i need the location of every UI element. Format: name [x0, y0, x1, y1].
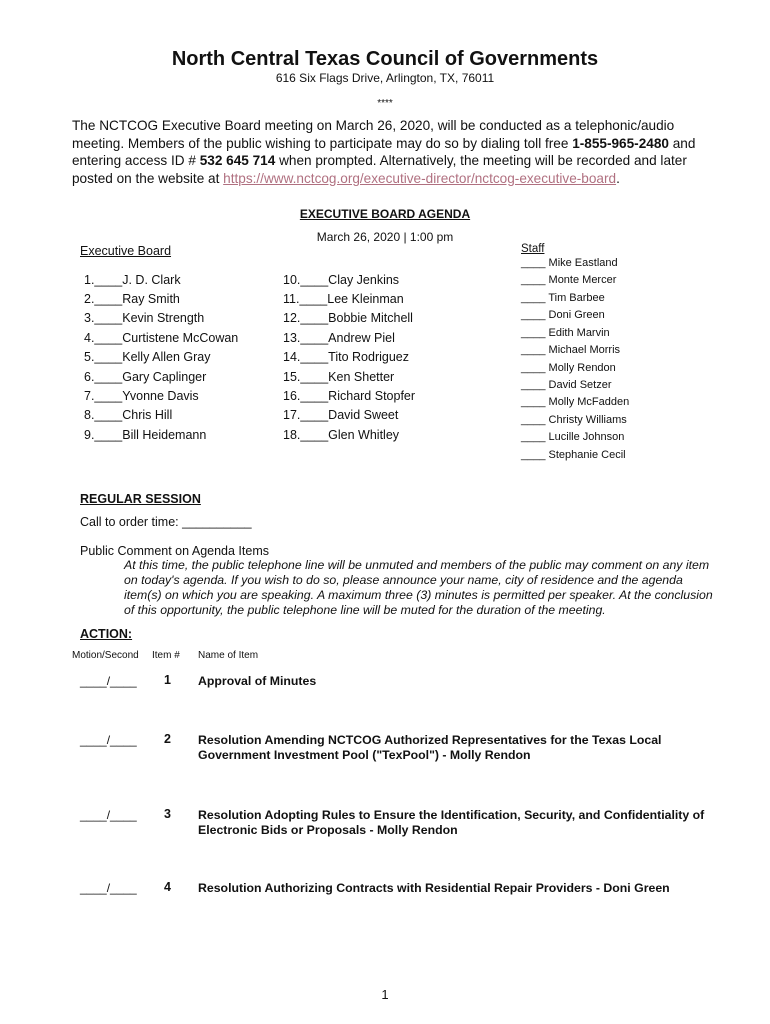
- staff-member: ____ Monte Mercer: [521, 274, 617, 286]
- action-label: ACTION:: [80, 627, 133, 641]
- page-number: 1: [381, 987, 389, 1002]
- public-comment-title: Public Comment on Agenda Items: [80, 544, 269, 558]
- board-member: 14.____Tito Rodriguez: [283, 350, 410, 364]
- staff-label: Staff: [521, 243, 545, 255]
- website-link[interactable]: https://www.nctcog.org/executive-director/nctcog-executive-board: [223, 170, 617, 186]
- address: 616 Six Flags Drive, Arlington, TX, 76011: [275, 71, 495, 85]
- board-member: 4.____Curtistene McCowan: [84, 331, 239, 345]
- intro-text-1: The NCTCOG Executive Board meeting on March 26, 2020, will be conducted as a telephonic/audio meeting. Members of the public wishing to participate may do so by dialing toll free: [72, 118, 675, 151]
- item-number: 1: [164, 673, 171, 687]
- public-comment-body: [124, 558, 714, 618]
- agenda-date: March 26, 2020 | 1:00 pm: [316, 230, 454, 244]
- access-id: 532 645 714: [199, 153, 276, 168]
- board-member: 16.____Richard Stopfer: [283, 389, 416, 403]
- board-member: 7.____Yvonne Davis: [84, 389, 199, 403]
- board-member: 18.____Glen Whitley: [283, 428, 400, 442]
- intro-text-4: .: [616, 170, 620, 186]
- page-title: North Central Texas Council of Governments: [171, 48, 599, 70]
- item-name: Approval of Minutes: [198, 674, 317, 688]
- board-member: 13.____Andrew Piel: [283, 331, 395, 345]
- separator: ****: [377, 98, 393, 109]
- intro-text-3: when prompted. Alternatively, the meeting will be recorded and later posted on the website at: [72, 153, 687, 186]
- board-member: 2.____Ray Smith: [84, 292, 180, 306]
- call-to-order: Call to order time: __________: [80, 515, 252, 529]
- regular-session-title: REGULAR SESSION: [80, 492, 201, 506]
- item-number: 3: [164, 807, 171, 821]
- board-member: 5.____Kelly Allen Gray: [84, 350, 211, 364]
- board-member: 12.____Bobbie Mitchell: [283, 311, 413, 325]
- staff-member: ____ Molly Rendon: [521, 362, 616, 374]
- intro-text-2: and entering access ID #: [72, 135, 696, 168]
- board-member: 3.____Kevin Strength: [84, 311, 205, 325]
- public-comment-text: At this time, the public telephone line will be unmuted and members of the public may comment on any item on today's agenda. If you wish to do so, please announce your name, city of residence and the agenda item(s) on which you are speaking. A maximum three (3) minutes is permitted per speaker. At the conclusion of this opportunity, the public telephone line will be muted for the duration of the meeting.: [124, 558, 713, 617]
- staff-member: ____ Edith Marvin: [521, 327, 610, 339]
- item-name: Resolution Authorizing Contracts with Residential Repair Providers - Doni Green: [198, 881, 670, 895]
- staff-member: ____ Mike Eastland: [521, 257, 618, 269]
- motion-second-blank: ____/____: [80, 881, 137, 895]
- item-number: 2: [164, 732, 171, 746]
- motion-second-blank: ____/____: [80, 733, 137, 747]
- intro-paragraph: [72, 117, 712, 187]
- board-member: 15.____Ken Shetter: [283, 370, 395, 384]
- column-header-name: Name of Item: [198, 650, 259, 661]
- board-member: 1.____J. D. Clark: [84, 273, 181, 287]
- board-member: 8.____Chris Hill: [84, 408, 173, 422]
- board-member: 9.____Bill Heidemann: [84, 428, 207, 442]
- executive-board-label: Executive Board: [80, 244, 172, 258]
- board-member: 10.____Clay Jenkins: [283, 273, 400, 287]
- item-name: Resolution Amending NCTCOG Authorized Representatives for the Texas Local Government Investment Pool ("TexPool") - Molly Rendon: [198, 733, 662, 762]
- board-member: 17.____David Sweet: [283, 408, 399, 422]
- staff-member: ____ Michael Morris: [521, 344, 621, 356]
- column-header-motion: Motion/Second: [72, 650, 139, 661]
- staff-member: ____ Molly McFadden: [521, 396, 630, 408]
- board-member: 11.____Lee Kleinman: [283, 292, 404, 306]
- staff-member: ____ Christy Williams: [521, 414, 627, 426]
- staff-member: ____ Lucille Johnson: [521, 431, 625, 443]
- item-number: 4: [164, 880, 171, 894]
- motion-second-blank: ____/____: [80, 674, 137, 688]
- agenda-title: EXECUTIVE BOARD AGENDA: [299, 207, 471, 221]
- board-member: 6.____Gary Caplinger: [84, 370, 207, 384]
- column-header-item: Item #: [152, 650, 180, 661]
- staff-member: ____ Tim Barbee: [521, 292, 605, 304]
- item-name: Resolution Adopting Rules to Ensure the Identification, Security, and Confidentiality of Electronic Bids or Proposals - Molly Rendon: [198, 808, 705, 837]
- staff-member: ____ Doni Green: [521, 309, 605, 321]
- motion-second-blank: ____/____: [80, 808, 137, 822]
- staff-member: ____ Stephanie Cecil: [521, 449, 626, 461]
- staff-member: ____ David Setzer: [521, 379, 612, 391]
- phone-number: 1-855-965-2480: [572, 135, 669, 151]
